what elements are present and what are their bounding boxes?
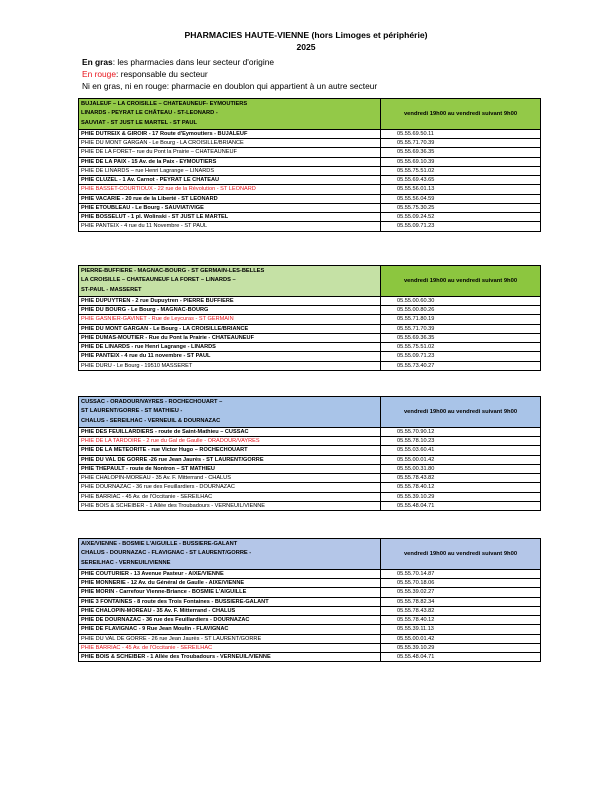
pharmacy-name: PHIE DE DOURNAZAC - 36 rue des Feuillardiers - DOURNAZAC (79, 616, 381, 625)
pharmacy-name: PHIE PANTEIX - 4 rue du 11 Novembre - ST PAUL (79, 222, 381, 231)
sector-table-2 (78, 265, 541, 371)
legend-bold (82, 57, 274, 67)
pharmacy-row (79, 213, 541, 222)
pharmacy-name: PHIE DU VAL DE GORRE -26 rue Jean Jaurès - ST LAURENT/GORRE (79, 455, 381, 464)
pharmacy-name: PHIE DU MONT GARGAN - Le Bourg - LA CROISILLE/BRIANCE (79, 324, 381, 333)
pharmacy-phone: 05.55.00.80.26 (381, 306, 541, 315)
pharmacy-phone: 05.55.78.40.12 (381, 483, 541, 492)
pharmacy-name: PHIE GASNIER-GAVINET - Rue de Leycuras - ST GERMAIN (79, 315, 381, 324)
sector-period: vendredi 19h00 au vendredi suivant 9h00 (381, 397, 541, 428)
pharmacy-phone: 05.55.09.71.23 (381, 352, 541, 361)
pharmacy-row (79, 306, 541, 315)
pharmacy-name: PHIE DUPUYTREN - 2 rue Dupuytren - PIERRE BUFFIERE (79, 296, 381, 305)
legend-red (82, 69, 208, 79)
pharmacy-name: PHIE ETOUBLEAU - Le Bourg - SAUVIAT/VIGE (79, 203, 381, 212)
pharmacy-row (79, 427, 541, 436)
pharmacy-phone: 05.55.78.43.82 (381, 474, 541, 483)
pharmacy-row (79, 569, 541, 578)
pharmacy-row (79, 643, 541, 652)
sector-header-line: CHALUS - SEREILHAC - VERNEUIL & DOURNAZAC (81, 417, 221, 424)
pharmacy-row (79, 129, 541, 138)
pharmacy-row (79, 625, 541, 634)
pharmacy-phone: 05.55.71.70.39 (381, 139, 541, 148)
pharmacy-name: PHIE DE LA PAIX - 15 Av. de la Paix - EYMOUTIERS (79, 157, 381, 166)
pharmacy-name: PHIE DE LA TARDOIRE - 2 rue du Gal de Gaulle - ORADOUR/VAYRES (79, 437, 381, 446)
legend-bold-text: : les pharmacies dans leur secteur d'origine (112, 57, 275, 67)
pharmacy-name: PHIE CHALOPIN-MOREAU - 35 Av. F. Mitterrand - CHALUS (79, 474, 381, 483)
pharmacy-phone: 05.55.69.50.11 (381, 129, 541, 138)
sector-header-line: ST-PAUL - MASSERET (81, 286, 142, 293)
pharmacy-row (79, 296, 541, 305)
pharmacy-row (79, 148, 541, 157)
pharmacy-name: PHIE 3 FONTAINES - 8 route des Trois Fontaines - BUSSIERE-GALANT (79, 597, 381, 606)
pharmacy-name: PHIE MORIN - Carrefour Vienne-Briance - BOSMIE L'AIGUILLE (79, 588, 381, 597)
pharmacy-phone: 05.55.39.10.29 (381, 492, 541, 501)
pharmacy-name: PHIE MONNERIE - 12 Av. du Général de Gaulle - AIXE/VIENNE (79, 579, 381, 588)
pharmacy-name: PHIE DE LINARDS – rue Henri Lagrange – LINARDS (79, 166, 381, 175)
pharmacy-name: PHIE DUMAS-MOUTIER - Rue du Pont la Prairie - CHATEAUNEUF (79, 333, 381, 342)
sector-header-line: BUJALEUF – LA CROISILLE – CHATEAUNEUF- EYMOUTIERS (81, 101, 248, 107)
pharmacy-row (79, 194, 541, 203)
pharmacy-phone: 05.55.56.04.59 (381, 194, 541, 203)
pharmacy-row (79, 597, 541, 606)
pharmacy-row (79, 222, 541, 231)
pharmacy-name: PHIE CLUZEL - 1 Av. Carnot - PEYRAT LE CHATEAU (79, 176, 381, 185)
pharmacy-name: PHIE COUTURIER - 13 Avenue Pasteur - AIXE/VIENNE (79, 569, 381, 578)
pharmacy-phone: 05.55.03.60.41 (381, 446, 541, 455)
pharmacy-name: PHIE DE LINARDS - rue Henri Lagrange - LINARDS (79, 343, 381, 352)
pharmacy-name: PHIE DE FLAVIGNAC - 9 Rue Jean Moulin - FLAVIGNAC (79, 625, 381, 634)
pharmacy-name: PHIE BOSSELUT - 1 pl. Wolinski - ST JUST LE MARTEL (79, 213, 381, 222)
pharmacy-phone: 05.55.00.31.80 (381, 464, 541, 473)
sector-header-line: SEREILHAC - VERNEUIL/VIENNE (81, 559, 171, 566)
pharmacy-phone: 05.55.71.80.19 (381, 315, 541, 324)
pharmacy-name: PHIE THEPAULT - route de Nontron – ST MATHIEU (79, 464, 381, 473)
pharmacy-row (79, 464, 541, 473)
pharmacy-phone: 05.55.48.04.71 (381, 501, 541, 510)
pharmacy-name: PHIE DUTREIX & GIROIR - 17 Route d'Eymoutiers - BUJALEUF (79, 129, 381, 138)
pharmacy-phone: 05.55.78.40.12 (381, 616, 541, 625)
pharmacy-name: PHIE BARRIAC - 45 Av. de l'Occitanie - SEREILHAC (79, 643, 381, 652)
sector-header (79, 99, 541, 130)
pharmacy-phone: 05.55.39.02.27 (381, 588, 541, 597)
pharmacy-row (79, 157, 541, 166)
sector-table-1 (78, 98, 541, 232)
legend-red-text: : responsable du secteur (116, 69, 208, 79)
pharmacy-row (79, 492, 541, 501)
pharmacy-name: PHIE DES FEUILLARDIERS - route de Saint-Mathieu – CUSSAC (79, 427, 381, 436)
sector-period: vendredi 19h00 au vendredi suivant 9h00 (381, 539, 541, 570)
pharmacy-phone: 05.55.75.51.02 (381, 343, 541, 352)
pharmacy-name: PHIE BARRIAC - 45 Av. de l'Occitanie - SEREILHAC (79, 492, 381, 501)
pharmacy-phone: 05.55.69.36.35 (381, 148, 541, 157)
pharmacy-name: PHIE DURU - Le Bourg - 19510 MASSERET (79, 361, 381, 370)
pharmacy-phone: 05.55.75.51.02 (381, 166, 541, 175)
pharmacy-name: PHIE BOIS & SCHEIBER - 1 Allée des Troubadours - VERNEUIL/VIENNE (79, 501, 381, 510)
pharmacy-row (79, 653, 541, 662)
pharmacy-row (79, 501, 541, 510)
pharmacy-row (79, 634, 541, 643)
sector-header (79, 539, 541, 570)
pharmacy-row (79, 185, 541, 194)
pharmacy-phone: 05.55.39.10.29 (381, 643, 541, 652)
pharmacy-phone: 05.55.73.40.27 (381, 361, 541, 370)
legend-plain: Ni en gras, ni en rouge: pharmacie en doublon qui appartient à un autre secteur (82, 81, 378, 91)
sector-header-line: AIXE/VIENNE - BOSMIE L'AIGUILLE - BUSSIERE-GALANT (81, 541, 238, 547)
pharmacy-phone: 05.55.09.71.23 (381, 222, 541, 231)
sector-header-towns (79, 397, 381, 428)
pharmacy-name: PHIE PANTEIX - 4 rue du 11 novembre - ST PAUL (79, 352, 381, 361)
pharmacy-phone: 05.55.39.11.13 (381, 625, 541, 634)
pharmacy-phone: 05.55.09.24.52 (381, 213, 541, 222)
page-year: 2025 (296, 42, 316, 52)
pharmacy-row (79, 176, 541, 185)
legend-red-label: En rouge (82, 69, 116, 79)
sector-header-line: PIERRE-BUFFIERE - MAGNAC-BOURG - ST GERMAIN-LES-BELLES (81, 268, 265, 274)
sector-period: vendredi 19h00 au vendredi suivant 9h00 (381, 99, 541, 130)
pharmacy-row (79, 474, 541, 483)
sector-header-line: SAUVIAT - ST JUST LE MARTEL - ST PAUL (81, 119, 197, 126)
pharmacy-row (79, 166, 541, 175)
pharmacy-phone: 05.55.70.14.87 (381, 569, 541, 578)
pharmacy-row (79, 446, 541, 455)
pharmacy-phone: 05.55.70.18.06 (381, 579, 541, 588)
sector-header-line: LA CROISILLE – CHATEAUNEUF LA FORET – LINARDS – (81, 277, 236, 284)
pharmacy-row (79, 588, 541, 597)
legend-bold-label: En gras (82, 57, 113, 67)
sector-header-line: LINARDS - PEYRAT LE CHÂTEAU - ST-LEONARD - (81, 110, 218, 117)
sector-header-towns (79, 539, 381, 570)
pharmacy-name: PHIE CHALOPIN-MOREAU - 35 Av. F. Mitterrand - CHALUS (79, 606, 381, 615)
pharmacy-phone: 05.55.69.36.35 (381, 333, 541, 342)
pharmacy-row (79, 139, 541, 148)
pharmacy-phone: 05.55.71.70.39 (381, 324, 541, 333)
pharmacy-row (79, 343, 541, 352)
sector-table-3 (78, 396, 541, 511)
pharmacy-name: PHIE DE LA METEORITE - rue Victor Hugo – ROCHECHOUART (79, 446, 381, 455)
pharmacy-name: PHIE DE LA FORET– rue du Pont la Prairie – CHATEAUNEUF (79, 148, 381, 157)
pharmacy-name: PHIE DU BOURG - Le Bourg - MAGNAC-BOURG (79, 306, 381, 315)
sector-header (79, 397, 541, 428)
pharmacy-name: PHIE DU MONT GARGAN - Le Bourg - LA CROISILLE/BRIANCE (79, 139, 381, 148)
page-title: PHARMACIES HAUTE-VIENNE (hors Limoges et périphérie) (184, 30, 428, 40)
pharmacy-phone: 05.55.78.43.82 (381, 606, 541, 615)
pharmacy-row (79, 606, 541, 615)
pharmacy-row (79, 483, 541, 492)
pharmacy-name: PHIE VACARIE - 20 rue de la Liberté - ST LEONARD (79, 194, 381, 203)
sector-header-line: CUSSAC - ORADOUR/VAYRES - ROCHECHOUART – (81, 399, 223, 405)
sector-header-line: ST LAURENT/GORRE - ST MATHIEU - (81, 408, 183, 415)
pharmacy-phone: 05.55.56.01.13 (381, 185, 541, 194)
sector-table-4 (78, 538, 541, 662)
pharmacy-name: PHIE BASSET-COURTIOUX - 22 rue de la Révolution - ST LEONARD (79, 185, 381, 194)
sector-period: vendredi 19h00 au vendredi suivant 9h00 (381, 266, 541, 297)
pharmacy-name: PHIE DU VAL DE GORRE - 26 rue Jean Jaurès - ST LAURENT/GORRE (79, 634, 381, 643)
pharmacy-row (79, 579, 541, 588)
pharmacy-name: PHIE BOIS & SCHEIBER - 1 Allée des Troubadours - VERNEUIL/VIENNE (79, 653, 381, 662)
pharmacy-phone: 05.55.78.10.23 (381, 437, 541, 446)
pharmacy-row (79, 324, 541, 333)
sector-header-towns (79, 266, 381, 297)
pharmacy-phone: 05.55.75.30.25 (381, 203, 541, 212)
pharmacy-row (79, 203, 541, 212)
pharmacy-row (79, 315, 541, 324)
pharmacy-name: PHIE DOURNAZAC - 36 rue des Feuillardiers - DOURNAZAC (79, 483, 381, 492)
sector-header-line: CHALUS - DOURNAZAC - FLAVIGNAC - ST LAURENT/GORRE - (81, 550, 252, 557)
pharmacy-row (79, 455, 541, 464)
pharmacy-row (79, 616, 541, 625)
pharmacy-phone: 05.55.00.60.30 (381, 296, 541, 305)
pharmacy-row (79, 437, 541, 446)
pharmacy-phone: 05.55.00.01.42 (381, 634, 541, 643)
pharmacy-phone: 05.55.48.04.71 (381, 653, 541, 662)
sector-header-towns (79, 99, 381, 130)
pharmacy-phone: 05.55.70.90.12 (381, 427, 541, 436)
pharmacy-phone: 05.55.00.01.42 (381, 455, 541, 464)
pharmacy-row (79, 361, 541, 370)
pharmacy-phone: 05.55.69.43.65 (381, 176, 541, 185)
sector-header (79, 266, 541, 297)
pharmacy-phone: 05.55.78.82.34 (381, 597, 541, 606)
pharmacy-phone: 05.55.69.10.39 (381, 157, 541, 166)
pharmacy-row (79, 352, 541, 361)
pharmacy-row (79, 333, 541, 342)
